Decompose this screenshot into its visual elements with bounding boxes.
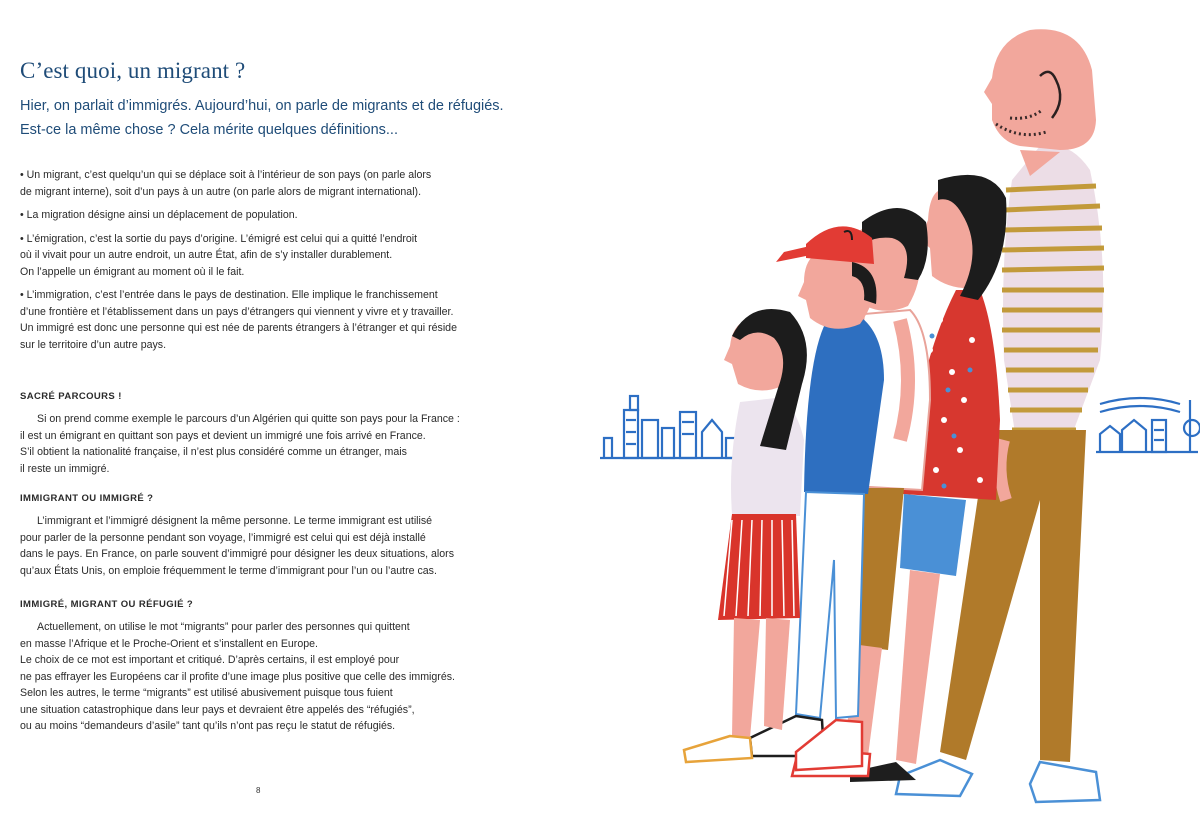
text-line: • L’émigration, c’est la sortie du pays d’origine. L’émigré est celui qui a quitté l’endroit bbox=[20, 232, 418, 245]
text-line: il est un émigrant en quittant son pays et devient un immigré une fois arrivé en France. bbox=[20, 429, 426, 442]
subtitle-line: Est-ce la même chose ? Cela mérite quelques définitions... bbox=[20, 122, 398, 138]
text-line: On l’appelle un émigrant au moment où il le fait. bbox=[20, 265, 245, 278]
text-line: S’il obtient la nationalité française, il n’est plus considéré comme un étranger, mais bbox=[20, 446, 407, 458]
text-line: Le choix de ce mot est important et critiqué. D’après certains, il est employé pour bbox=[20, 654, 400, 666]
section-body bbox=[20, 411, 580, 477]
text-line: en masse l’Afrique et le Proche-Orient et s’installent en Europe. bbox=[20, 637, 318, 650]
subtitle-line: Hier, on parlait d’immigrés. Aujourd’hui, on parle de migrants et de réfugiés. bbox=[20, 98, 504, 114]
text-line: Si on prend comme exemple le parcours d’un Algérien qui quitte son pays pour la France : bbox=[37, 413, 460, 425]
section-sacre-parcours bbox=[20, 391, 580, 477]
text-line: dans le pays. En France, on parle souvent d’immigré pour désigner les deux situations, alors bbox=[20, 548, 454, 560]
definition-migrant bbox=[20, 167, 580, 200]
definition-immigration bbox=[20, 287, 580, 353]
text-line: ne pas effrayer les Européens car il profite d’une image plus positive que celle des immigrés. bbox=[20, 670, 455, 683]
section-immigrant-ou-immigre bbox=[20, 493, 580, 579]
text-line: Selon les autres, le terme “migrants” est utilisé abusivement puisque tous fuient bbox=[20, 687, 393, 699]
definition-migration bbox=[20, 207, 580, 224]
text-line: une situation catastrophique dans leur pays et devraient être appelés des “réfugiés”, bbox=[20, 703, 415, 716]
text-line: de migrant interne), soit d’un pays à un autre (on parle alors de migrant international). bbox=[20, 185, 422, 198]
text-line: d’une frontière et l’établissement dans un pays d’étrangers qui viennent y vivre et y travailler. bbox=[20, 305, 454, 318]
text-line: • La migration désigne ainsi un déplacement de population. bbox=[20, 209, 298, 221]
city-skyline-right-icon bbox=[1096, 398, 1200, 452]
text-line: • L’immigration, c’est l’entrée dans le pays de destination. Elle implique le franchissement bbox=[20, 289, 438, 301]
family-illustration bbox=[600, 0, 1200, 827]
definition-emigration bbox=[20, 231, 580, 281]
page-subtitle bbox=[20, 94, 580, 142]
section-body bbox=[20, 513, 580, 579]
page-number: 8 bbox=[256, 786, 261, 795]
text-line: où il vivait pour un autre endroit, un autre État, afin de s’y installer durablement. bbox=[20, 249, 393, 261]
text-line: sur le territoire d’un autre pays. bbox=[20, 338, 167, 351]
text-line: il reste un immigré. bbox=[20, 462, 110, 475]
right-page bbox=[600, 0, 1200, 827]
girl-figure bbox=[684, 309, 807, 762]
text-line: Actuellement, on utilise le mot “migrants” pour parler des personnes qui quittent bbox=[37, 621, 410, 633]
page-title: C’est quoi, un migrant ? bbox=[20, 58, 246, 83]
text-line: • Un migrant, c’est quelqu’un qui se déplace soit à l’intérieur de son pays (on parle alors bbox=[20, 169, 432, 181]
text-line: L’immigrant et l’immigré désignent la même personne. Le terme immigrant est utilisé bbox=[37, 515, 433, 527]
definitions-list bbox=[20, 167, 580, 360]
section-heading: SACRÉ PARCOURS ! bbox=[20, 391, 122, 402]
section-heading: IMMIGRÉ, MIGRANT OU RÉFUGIÉ ? bbox=[20, 599, 194, 610]
text-line: ou au moins “demandeurs d’asile” tant qu’ils n’ont pas reçu le statut de réfugiés. bbox=[20, 720, 396, 732]
section-body bbox=[20, 619, 580, 735]
text-line: qu’aux États Unis, on emploie fréquemment le terme d’immigrant pour l’un ou l’autre cas. bbox=[20, 564, 437, 577]
section-heading: IMMIGRANT OU IMMIGRÉ ? bbox=[20, 493, 154, 504]
section-immigre-migrant-refugie bbox=[20, 599, 580, 735]
text-line: pour parler de la personne pendant son voyage, l’immigré est celui qui est déjà installé bbox=[20, 531, 426, 544]
text-line: Un immigré est donc une personne qui est née de parents étrangers à l’étranger et qui réside bbox=[20, 322, 457, 334]
